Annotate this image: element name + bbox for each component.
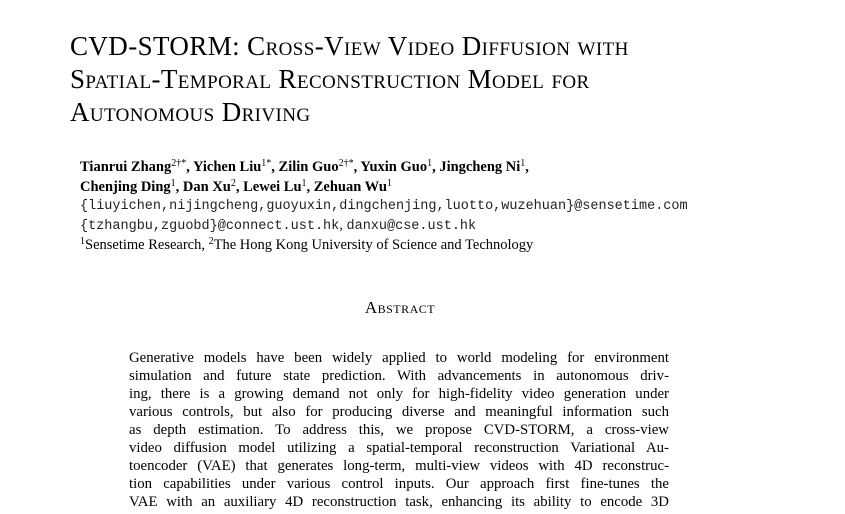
author-affil-mark: 2 (230, 178, 236, 189)
author-line (80, 177, 840, 197)
author-name: Yuxin Guo (360, 159, 428, 175)
author-name: Zehuan Wu (313, 179, 387, 195)
title-line: CVD-STORM: Cross-View Video Diffusion with (70, 31, 629, 61)
affil-mark-2: 2 (208, 236, 214, 247)
author-separator: , (306, 179, 314, 195)
abstract-line: as depth estimation. To address this, we propose CVD-STORM, a cross-view (129, 422, 669, 438)
author-affil-mark: 2†* (338, 158, 354, 169)
email-danxu: danxu@cse.ust.hk (346, 219, 477, 234)
author-separator: , (175, 179, 183, 195)
title-line: Spatial-Temporal Reconstruction Model for (70, 64, 590, 94)
affil-mark-1: 1 (80, 236, 85, 247)
abstract-line: tion capabilities under various control inputs. Our approach first fine-tunes the (129, 476, 669, 492)
author-affil-mark: 1 (427, 158, 433, 169)
author-affil-mark: 1 (170, 178, 176, 189)
author-name: Jingcheng Ni (439, 159, 521, 175)
abstract-line: video diffusion model utilizing a spatial-temporal reconstruction Variational Au- (129, 440, 669, 456)
author-affil-mark: 1 (386, 178, 392, 189)
author-name: Dan Xu (182, 179, 231, 195)
author-affil-mark: 1 (301, 178, 307, 189)
title-line: Autonomous Driving (70, 97, 311, 127)
author-affil-mark: 1* (261, 158, 272, 169)
affiliation-hkust: The Hong Kong University of Science and Technology (213, 237, 534, 253)
author-separator: , (271, 159, 279, 175)
author-separator: , (525, 159, 529, 175)
author-block (80, 157, 840, 255)
abstract-line: ing, there is a growing demand not only for high-fidelity video generation under (129, 386, 669, 402)
paper-title (70, 30, 810, 129)
author-name: Yichen Liu (192, 159, 262, 175)
author-emails-sensetime: {liuyichen,nijingcheng,guoyuxin,dingchenjing,luotto,wuzehuan}@sensetime.com (80, 199, 688, 214)
author-name: Zilin Guo (278, 159, 339, 175)
author-separator: , (186, 159, 193, 175)
affiliations (80, 236, 840, 255)
author-line (80, 157, 840, 177)
author-emails-hkust (80, 216, 840, 236)
affiliation-sensetime: Sensetime Research, (85, 237, 209, 253)
abstract-line: VAE with an auxiliary 4D reconstruction task, enhancing its ability to encode 3D (129, 494, 669, 510)
author-name: Lewei Lu (243, 179, 302, 195)
author-separator: , (353, 159, 361, 175)
author-name: Chenjing Ding (80, 179, 171, 195)
author-name: Tianrui Zhang (80, 159, 172, 175)
email-separator: , (339, 217, 347, 233)
abstract-line: various controls, but also for producing diverse and meaningful information such (129, 404, 669, 420)
abstract-line: simulation and future state prediction. With advancements in autonomous driv- (129, 368, 669, 384)
abstract-body (129, 349, 669, 511)
author-separator: , (432, 159, 440, 175)
abstract-heading: Abstract (364, 298, 436, 317)
author-affil-mark: 1 (520, 158, 526, 169)
abstract-line: Generative models have been widely applied to world modeling for environment (129, 350, 669, 366)
author-affil-mark: 2†* (171, 158, 187, 169)
abstract-line: toencoder (VAE) that generates long-term, multi-view videos with 4D reconstruc- (129, 458, 669, 474)
email-group-connect: {tzhangbu,zguobd}@connect.ust.hk (80, 219, 340, 234)
author-separator: , (235, 179, 244, 195)
